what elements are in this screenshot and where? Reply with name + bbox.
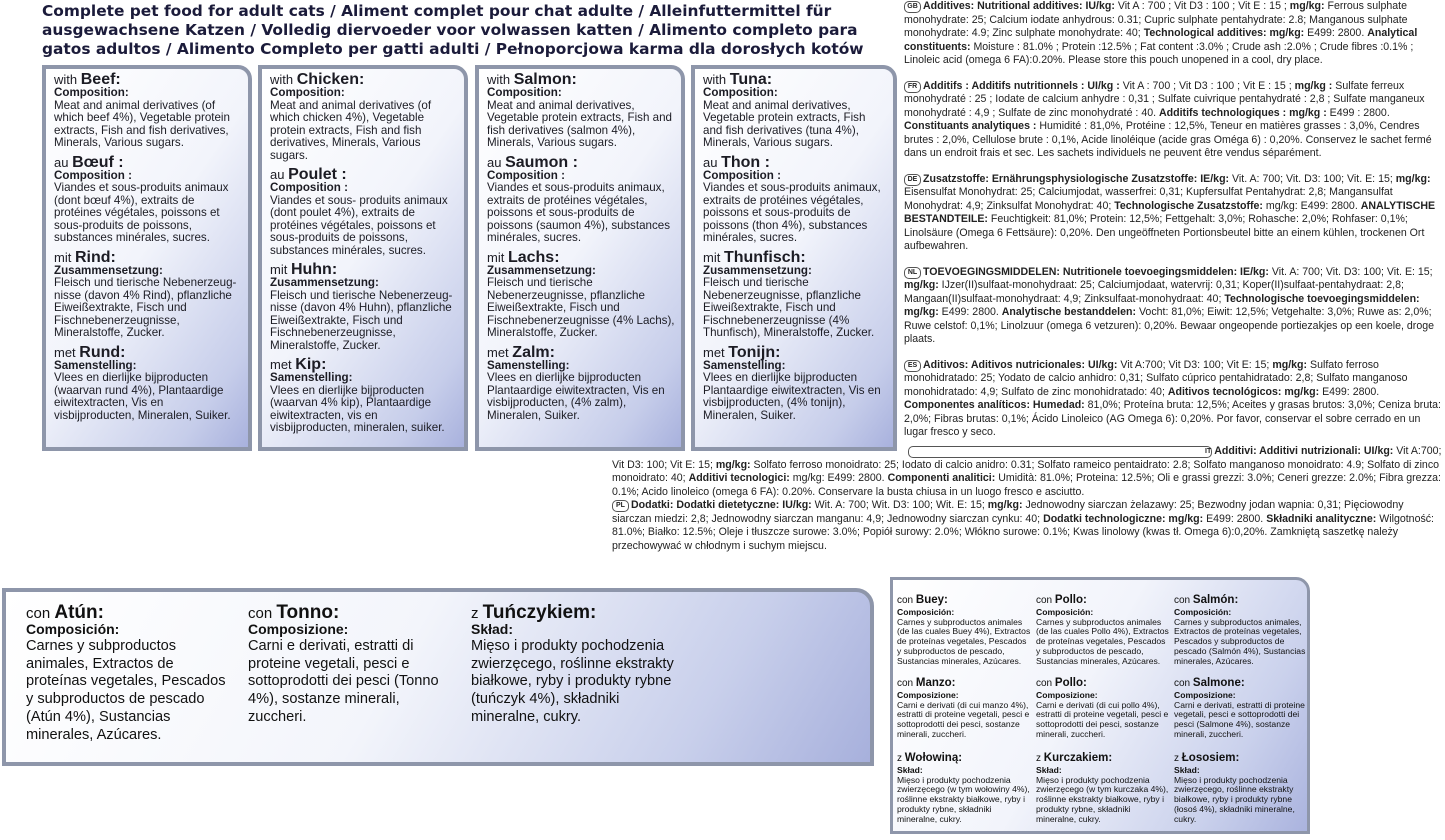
composition-block (897, 675, 1032, 740)
composition-text: Fleisch und tierische Nebenerzeug-nisse (davon 4% Huhn), pflanzliche Eiweißextrakte, Fisch und Fischnebenerzeugnisse, Mineralstoffe, Zucker. (270, 288, 453, 352)
analytical-heading: Składniki analityczne: (1266, 512, 1377, 525)
composition-text: Meat and animal derivatives (of which beef 4%), Vegetable protein extracts, Fish and fish derivatives, Minerals, Various sugars. (54, 98, 230, 149)
composition-text: Vlees en dierlijke bijproducten (waarvan rund 4%), Plantaardige eiwitextracten, Vis en visbijproducten, Mineralen, Suiker. (54, 371, 231, 422)
tuna-multilang-panel (2, 588, 874, 766)
additives-text: Vit A : 700 ; Vit D3 : 100 ; Vit E : 15 ; (1119, 79, 1295, 92)
analytical-text: 81,0%; Proteína bruta: 12,5%; Aceites y grasas brutos: 3,0%; Ceniza bruta: 2,0%; Fibras brutas: 0,1%; Ácido Linoleico (AG Omega 6): 0,20%. Por favor, conservar el sobre cerrado en un lugar fresco y seco. (904, 399, 1441, 438)
additives-paragraph (612, 445, 1442, 499)
composition-text: Fleisch und tierische Nebenerzeugnisse, pflanzliche Eiweißextrakte, Fisch und Fischnebenerzeugnisse (4% Thunfisch), Mineralstoffe, Zucker. (703, 276, 875, 339)
additives-unit: mg/kg : (1294, 79, 1333, 92)
flavour-line (703, 153, 887, 171)
flavour-prefix: con (897, 595, 916, 606)
additives-text: Sulfato ferroso monohidratado: 25; Yodato de calcio anhidro: 0,31; Sulfato cúprico pentahidratado: 2,8; Sulfato manganoso monohidratado: 4,9; Sulfato de zinc monohidratado: 40; (904, 358, 1408, 398)
flavour-prefix: con (1174, 595, 1193, 606)
flavour-prefix: with (54, 72, 81, 87)
flavour-name: Kip: (295, 356, 327, 373)
composition-label: Composizione: (248, 621, 349, 637)
flavour-prefix: met (54, 344, 80, 360)
composition-label: Samenstelling: (54, 358, 137, 372)
flavour-name: Tonijn: (728, 343, 781, 361)
flavour-prefix: mit (54, 249, 75, 265)
additives-text: Wit. A: 700; Wit. D3: 100; Wit. E: 15; (811, 499, 988, 511)
composition-block (270, 73, 458, 162)
composition-block (54, 73, 242, 150)
flavour-name: Rind: (74, 248, 116, 266)
composition-label: Composición: (1174, 607, 1232, 617)
additives-text: Ferrous sulphate monohydrate: 25; Calcium iodate anhydrous: 0.31; Cupric sulphate pentahydrate: 2.8; Manganous sulphate monohydrate: 4.9; Zinc sulphate monohydrate: 40; (904, 0, 1408, 39)
flavour-name: Tuńczykiem: (482, 602, 597, 623)
additives-unit: mg/kg: (1395, 172, 1431, 185)
composition-text: Carnes y subproductos animales (de las cuales Buey 4%), Extractos de proteínas vegetales, Pescados y subproductos de pescado, Sustancias minerales, Azúcares. (897, 616, 1031, 666)
composition-label: Skład: (1036, 765, 1062, 775)
composition-block (26, 602, 236, 744)
flavour-name: Wołowiną: (904, 752, 963, 764)
composition-label: Zusammensetzung: (54, 263, 163, 277)
composition-block (1036, 592, 1171, 667)
composition-text: Mięso i produkty pochodzenia zwierzęcego (w tym kurczaka 4%), roślinne ekstrakty białkowe, ryby i produkty rybne, składniki mineralne, cukry. (1036, 774, 1169, 824)
additives-heading: TOEVOEGINGSMIDDELEN: Nutritionele toevoegingsmiddelen: IE/kg: (923, 265, 1269, 278)
composition-label: Zusammensetzung: (487, 263, 596, 277)
flavour-name: Beef: (80, 71, 121, 88)
country-badge: IT (908, 446, 1212, 458)
flavour-prefix: con (897, 678, 916, 689)
flavour-prefix: met (487, 344, 513, 360)
composition-block (703, 343, 887, 423)
analytical-text: Humidité : 81,0%, Protéine : 12,5%, Teneur en matières grasses : 3,0%, Cendres brutes : 2,0%, Cellulose brute : 0,1%, Acide linoléique (acide gras Oméga 6) : 0,20%. Conservez le sachet fermé dans un endroit frais et sec. Les sachets individuels ne peuvent être vendus séparément. (904, 120, 1432, 159)
composition-label: Composición: (26, 621, 120, 637)
flavour-line (54, 153, 242, 171)
composition-label: Composition: (703, 86, 778, 99)
flavour-line (270, 358, 458, 372)
additives-text: Vit. A: 700; Vit. D3: 100; Vit. E: 15; (1268, 265, 1433, 278)
flavour-prefix: z (1036, 753, 1044, 764)
flavour-line (1036, 750, 1171, 766)
composition-text: Carnes y subproductos animales, Extractos de proteínas vegetales, Pescados y subproductos de pescado (Atún 4%), Sustancias minerales, Azúcares. (26, 638, 226, 743)
additives-heading: Additifs : Additifs nutritionnels : UI/kg : (923, 79, 1120, 92)
composition-block (897, 592, 1032, 667)
analytical-text: Wilgotność: 81.0%; Białko: 12.5%; Oleje i tłuszcze surowe: 3.0%; Popiół surowy: 2.0%; Włókno surowe: 0.1%; Kwas linolowy (kwas tł. Omega 6):0,20%. Zamkniętą saszetkę należy przechowywać w chłodnym i suchym miejscu. (612, 512, 1434, 552)
composition-text: Carnes y subproductos animales, Extractos de proteínas vegetales, Pescados y subproductos de pescado (Salmón 4%), Sustancias minerales, Azúcares. (1174, 616, 1306, 666)
composition-block (248, 602, 458, 727)
composition-block (703, 73, 887, 150)
flavour-name: Thon : (721, 153, 770, 171)
flavour-line (54, 73, 242, 87)
composition-text: Mięso i produkty pochodzenia zwierzęcego (w tym wołowiny 4%), roślinne ekstrakty białkowe, ryby i produkty rybne, składniki mineralne, cukry. (897, 774, 1030, 824)
composition-text: Carni e derivati, estratti di proteine vegetali, pesci e sottoprodotti dei pesci (Salmone 4%), sostanze minerali, zuccheri. (1174, 699, 1305, 739)
composition-block (897, 750, 1032, 825)
composition-label: Composition : (703, 168, 781, 182)
composition-text: Carnes y subproductos animales (de las cuales Pollo 4%), Extractos de proteínas vegetales, Pescados y subproductos de pescado, Sustancias minerales, Azúcares. (1036, 616, 1169, 666)
analytical-heading: Constituants analytiques : (904, 120, 1037, 132)
composition-block (1174, 750, 1309, 825)
flavour-name: Saumon : (505, 153, 578, 171)
flavour-line (54, 343, 242, 361)
flavour-prefix: au (487, 154, 506, 170)
analytical-heading: Analytical constituents: (904, 27, 1418, 53)
composition-label: Composizione: (897, 690, 959, 700)
additives-paragraph (612, 499, 1442, 553)
flavour-line (487, 73, 675, 87)
technological-text: E499: 2800. (1203, 512, 1267, 525)
flavour-line (1036, 592, 1171, 608)
flavour-name: Chicken: (296, 71, 365, 88)
flavour-line (897, 750, 1032, 766)
composition-text: Meat and animal derivatives, Vegetable protein extracts, Fish and fish derivatives (salmon 4%), Minerals, Various sugars. (487, 98, 672, 149)
flavour-line (1036, 675, 1171, 691)
analytical-heading: ANALYTISCHE BESTANDTEILE: (904, 199, 1436, 225)
composition-label: Composizione: (1036, 690, 1098, 700)
flavour-line (248, 602, 458, 623)
flavour-line (897, 592, 1032, 608)
technological-heading: Dodatki technologiczne: mg/kg: (1043, 512, 1204, 525)
additives-heading: Additivi: Additivi nutrizionali: UI/kg: (1214, 445, 1394, 457)
composition-text: Mięso i produkty pochodzenia zwierzęcego, roślinne ekstrakty białkowe, ryby i produkty rybne (łosoś 4%), składniki mineralne, cukry. (1174, 774, 1295, 824)
composition-label: Composition: (54, 86, 129, 99)
analytical-text: Moisture : 81.0% ; Protein :12.5% ; Fat content :3.0% ; Crude ash :2.0% ; Crude fibres :0.1% ; Linoleic acid (omega 6 FA):0.20%. Please store this pouch unopened in a cool, dry place. (904, 40, 1414, 66)
flavour-prefix: with (703, 72, 730, 87)
technological-text: mg/kg: E499: 2800. (1262, 199, 1361, 212)
composition-block (1036, 675, 1171, 740)
chicken-panel (258, 65, 468, 451)
flavour-prefix: z (897, 753, 905, 764)
composition-text: Vlees en dierlijke bijproducten Plantaardige eiwitextracten, Vis en visbijproducten, (4% zalm), Mineralen, Suiker. (487, 371, 665, 422)
flavour-prefix: au (54, 154, 73, 170)
flavours-es-it-pl-panel (890, 577, 1310, 834)
flavour-prefix: with (270, 72, 297, 87)
flavour-line (26, 602, 236, 623)
flavour-line (54, 248, 242, 266)
composition-text: Meat and animal derivatives, Vegetable protein extracts, Fish and fish derivatives (tuna 4%), Minerals, Various sugars. (703, 98, 866, 149)
additives-it-pl (612, 445, 1442, 553)
composition-text: Mięso i produkty pochodzenia zwierzęcego, roślinne ekstrakty białkowe, ryby i produkty rybne (tuńczyk 4%), składniki mineralne, cukry. (471, 638, 674, 725)
flavour-prefix: con (248, 605, 277, 622)
composition-text: Meat and animal derivatives (of which chicken 4%), Vegetable protein extracts, Fish and fish derivatives, Minerals, Various sugars. (270, 98, 432, 162)
flavour-name: Buey: (915, 594, 948, 606)
flavour-line (487, 248, 675, 266)
flavour-prefix: mit (270, 262, 291, 277)
flavour-prefix: with (487, 72, 514, 87)
flavour-line (897, 675, 1032, 691)
flavour-prefix: con (1036, 595, 1055, 606)
flavour-line (703, 343, 887, 361)
salmon-panel (475, 65, 685, 451)
composition-label: Composition : (270, 181, 348, 194)
technological-text: mg/kg: E499: 2800. (789, 472, 888, 484)
flavour-name: Huhn: (290, 261, 338, 278)
composition-text: Carni e derivati (di cui manzo 4%), estratti di proteine vegetali, pesci e sottoprodotti dei pesci, sostanze minerali, zuccheri. (897, 699, 1030, 739)
flavour-name: Pollo: (1054, 677, 1087, 689)
additives-paragraph (904, 359, 1442, 440)
composition-block (270, 263, 458, 352)
technological-text: E499 : 2800. (1326, 106, 1390, 119)
flavour-name: Tuna: (729, 71, 773, 88)
composition-block (54, 248, 242, 340)
flavour-name: Rund: (79, 343, 126, 361)
flavour-line (703, 248, 887, 266)
composition-label: Samenstelling: (270, 371, 353, 384)
country-badge: DE (904, 174, 921, 186)
flavour-name: Pollo: (1054, 594, 1087, 606)
analytical-heading: Componenti analitici: (887, 472, 996, 484)
flavour-name: Bœuf : (72, 153, 124, 171)
flavour-line (270, 263, 458, 277)
flavour-line (270, 168, 458, 182)
composition-text: Viandes et sous-produits animaux, extraits de protéines végétales, poissons et sous-produits de poissons (thon 4%), substances minérales, sucres. (703, 181, 881, 244)
flavour-line (1174, 675, 1309, 691)
composition-block (1036, 750, 1171, 825)
composition-block (703, 248, 887, 340)
composition-label: Composizione: (1174, 690, 1236, 700)
composition-label: Samenstelling: (703, 358, 786, 372)
additives-heading: Aditivos: Aditivos nutricionales: UI/kg: (923, 358, 1118, 371)
technological-heading: Technologische Zusatzstoffe: (1114, 199, 1263, 212)
additives-text: Vit A:700; Vit D3: 100; Vit E: 15; (1117, 358, 1273, 371)
additives-text: Jednowodny siarczan żelazawy: 25; Bezwodny jodan wapnia: 0,31; Pięciowodny siarczan miedzi: 2,8; Jednowodny siarczan manganu: 4,9; Jednowodny siarczan cynku: 40; (612, 499, 1404, 525)
composition-block (54, 343, 242, 423)
tuna-panel (691, 65, 897, 451)
additives-unit: mg/kg: (1289, 0, 1325, 12)
composition-label: Composition: (270, 86, 345, 99)
analytical-text: Feuchtigkeit: 81,0%; Protein: 12,5%; Fettgehalt: 3,0%; Rohasche: 2,0%; Rohfaser: 0,1%; Linolsäure (Omega 6 Fettsäure): 0,20%. Den ungeöffneten Portionsbeutel bitte an einem kühlen, trockenen Ort aufbewahren. (904, 213, 1425, 252)
flavour-line (471, 602, 681, 623)
additives-text: Eisensulfat Monohydrat: 25; Calciumjodat, wasserfrei: 0,31; Kupfersulfat Pentahydrat: 2,8; Mangansulfat Monohydrat: 4,9; Zinksulfat Monohydrat: 40; (904, 186, 1393, 212)
composition-label: Composition: (487, 86, 562, 99)
flavour-name: Zalm: (512, 343, 555, 361)
additives-heading: Dodatki: Dodatki dietetyczne: IU/kg: (631, 499, 812, 511)
additives-paragraph (904, 0, 1442, 68)
composition-text: Fleisch und tierische Nebenerzeugnisse, pflanzliche Eiweißextrakte, Fisch und Fischnebenerzeugnisse (4% Lachs), Mineralstoffe, Zucker. (487, 276, 675, 339)
flavour-name: Salmón: (1192, 594, 1239, 606)
composition-label: Composition : (487, 168, 565, 182)
technological-heading: Technological additives: mg/kg: (1143, 27, 1305, 39)
additives-paragraph (904, 173, 1442, 254)
flavour-name: Atún: (54, 602, 104, 623)
flavour-prefix: con (1174, 678, 1193, 689)
country-badge: ES (904, 360, 921, 372)
additives-text: Solfato ferroso monoidrato: 25; Iodato di calcio anidro: 0.31; Solfato rameico pentaidrato: 2.8; Solfato manganoso monoidrato: 4.9; Solfato di zinco monoidrato: 40; (612, 458, 1440, 484)
flavour-name: Thunfisch: (723, 248, 806, 266)
composition-label: Skład: (471, 621, 514, 637)
composition-label: Zusammensetzung: (703, 263, 812, 277)
additives-text: Vit A:700; Vit D3: 100; Vit E: 15; (612, 445, 1442, 471)
flavour-name: Łososiem: (1181, 752, 1240, 764)
technological-heading: Technologische toevoegingsmiddelen: mg/kg: (904, 292, 1420, 318)
composition-label: Composition : (54, 168, 132, 182)
composition-block (270, 168, 458, 257)
flavour-prefix: mit (703, 249, 724, 265)
composition-block (54, 153, 242, 245)
analytical-text: Umidità: 81.0%; Proteina: 12.5%; Oli e grassi grezzi: 3.0%; Ceneri grezze: 2.0%; Fibra grezza: 0.1%; Acido linoleico (omega 6 FA): 0.20%. Conservare la busta chiusa in un luogo fresco e asciutto. (612, 472, 1442, 498)
country-badge: NL (904, 267, 921, 279)
flavour-line (487, 153, 675, 171)
composition-label: Composición: (897, 607, 955, 617)
composition-block (471, 602, 681, 727)
additives-text: IJzer(II)sulfaat-monohydraat: 25; Calciumjodaat, watervrij: 0,31; Koper(II)sulfaat-pentahydraat: 2,8; Mangaan(II)sulfaat-monohydraat: 4,9; Zinksulfaat-monohydraat: 40; (904, 279, 1404, 305)
additives-text: Vit. A: 700; Vit. D3: 100; Vit. E: 15; (1229, 172, 1396, 185)
analytical-text: Vocht: 81,0%; Eiwit: 12,5%; Vetgehalte: 3,0%; Ruwe as: 2,0%; Ruwe celstof: 0,1%; Linolzuur (omega 6 vetzuren): 0,20%. Bewaar ongeopende portiezakjes op een koele, droge plaats. (904, 306, 1435, 345)
analytical-heading: Componentes analíticos: Humedad: (904, 399, 1085, 411)
technological-heading: Additivi tecnologici: (688, 472, 790, 484)
flavour-name: Tonno: (276, 602, 340, 623)
composition-block (1174, 592, 1309, 667)
additives-heading: Zusatzstoffe: Ernährungsphysiologische Zusatzstoffe: IE/kg: (923, 172, 1230, 185)
flavour-prefix: mit (487, 249, 508, 265)
composition-text: Carni e derivati, estratti di proteine vegetali, pesci e sottoprodotti dei pesci (Tonno 4%), sostanze minerali, zuccheri. (248, 638, 439, 725)
composition-text: Viandes et sous- produits animaux (dont poulet 4%), extraits de protéines végétales, poissons et sous-produits de poissons, substances minérales, sucres. (270, 193, 448, 257)
flavour-name: Lachs: (507, 248, 560, 266)
composition-label: Composición: (1036, 607, 1094, 617)
flavour-line (1174, 750, 1309, 766)
country-badge: PL (612, 500, 629, 512)
flavour-prefix: z (471, 605, 483, 622)
additives-paragraph (904, 80, 1442, 161)
composition-block (487, 248, 675, 340)
composition-text: Viandes et sous-produits animaux (dont bœuf 4%), extraits de protéines végétales, poissons et sous-produits de poissons, substances minérales, sucres. (54, 181, 229, 244)
composition-text: Carni e derivati (di cui pollo 4%), estratti di proteine vegetali, pesci e sottoprodotti dei pesci, sostanze minerali, zuccheri. (1036, 699, 1169, 739)
composition-label: Skład: (897, 765, 923, 775)
composition-text: Viandes et sous-produits animaux, extraits de protéines végétales, poissons et sous-produits de poissons (saumon 4%), substances minérales, sucres. (487, 181, 671, 244)
composition-block (487, 343, 675, 423)
composition-text: Fleisch und tierische Nebenerzeug-nisse (davon 4% Rind), pflanzliche Eiweißextrakte, Fisch und Fischnebenerzeugnisse, Mineralstoffe, Zucker. (54, 276, 237, 339)
flavour-name: Poulet : (288, 166, 347, 183)
composition-text: Vlees en dierlijke bijproducten Plantaardige eiwitextracten, Vis en visbijproducten, (4% tonijn), Mineralen, Suiker. (703, 371, 881, 422)
technological-text: E499: 2800. (1304, 27, 1368, 39)
flavour-line (487, 343, 675, 361)
composition-text: Vlees en dierlijke bijproducten (waarvan 4% kip), Plantaardige eiwitextracten, vis en visbijproducten, mineralen, suiker. (270, 383, 445, 434)
additives-unit: mg/kg: (987, 499, 1023, 511)
additives-unit: mg/kg: (1272, 358, 1308, 371)
additives-text: Vit A : 700 ; Vit D3 : 100 ; Vit E : 15 ; (1114, 0, 1290, 12)
additives-heading: Additives: Nutritional additives: IU/kg: (923, 0, 1115, 12)
flavour-prefix: au (703, 154, 722, 170)
flavour-name: Salmon: (513, 71, 577, 88)
flavour-prefix: met (703, 344, 729, 360)
flavour-name: Kurczakiem: (1043, 752, 1113, 764)
flavour-line (1174, 592, 1309, 608)
additives-unit: mg/kg: (715, 458, 751, 471)
flavour-line (703, 73, 887, 87)
flavour-name: Manzo: (915, 677, 956, 689)
composition-block (487, 73, 675, 150)
flavour-line (270, 73, 458, 87)
composition-block (270, 358, 458, 435)
country-badge: FR (904, 81, 921, 93)
composition-block (1174, 675, 1309, 740)
additives-column (904, 0, 1442, 452)
flavour-prefix: con (26, 605, 55, 622)
technological-text: E499: 2800. (938, 306, 1002, 318)
additives-text: Sulfate ferreux monohydraté : 25 ; Iodate de calcium anhydre : 0,31 ; Sulfate cuivrique pentahydraté : 2,8 ; Sulfate manganeux monohydraté : 4,9 ; Sulfate de zinc monohydraté : 40. (904, 79, 1425, 119)
technological-heading: Aditivos tecnológicos: mg/kg: (1167, 385, 1320, 398)
composition-block (487, 153, 675, 245)
beef-panel (42, 65, 252, 451)
flavour-prefix: met (270, 357, 296, 372)
additives-unit: mg/kg: (904, 279, 939, 291)
page-heading: Complete pet food for adult cats / Aliment complet pour chat adulte / Alleinfuttermittel für ausgewachsene Katzen / Volledig diervoeder voor volwassen katten / Alimento completo para gatos adultos / Alimento Completo per gatti adulti / Pełnoporcjowa karma dla dorosłych kotów (42, 2, 864, 58)
flavour-prefix: au (270, 167, 289, 182)
composition-block (703, 153, 887, 245)
composition-label: Skład: (1174, 765, 1200, 775)
composition-label: Zusammensetzung: (270, 276, 379, 289)
additives-paragraph (904, 266, 1442, 347)
flavour-prefix: z (1174, 753, 1182, 764)
technological-heading: Additifs technologiques : mg/kg : (1159, 106, 1327, 119)
flavour-name: Salmone: (1192, 677, 1245, 689)
analytical-heading: Analytische bestanddelen: (1001, 306, 1136, 318)
composition-label: Samenstelling: (487, 358, 570, 372)
flavour-prefix: con (1036, 678, 1055, 689)
country-badge: GB (904, 1, 921, 13)
technological-text: E499: 2800. (1319, 385, 1380, 398)
